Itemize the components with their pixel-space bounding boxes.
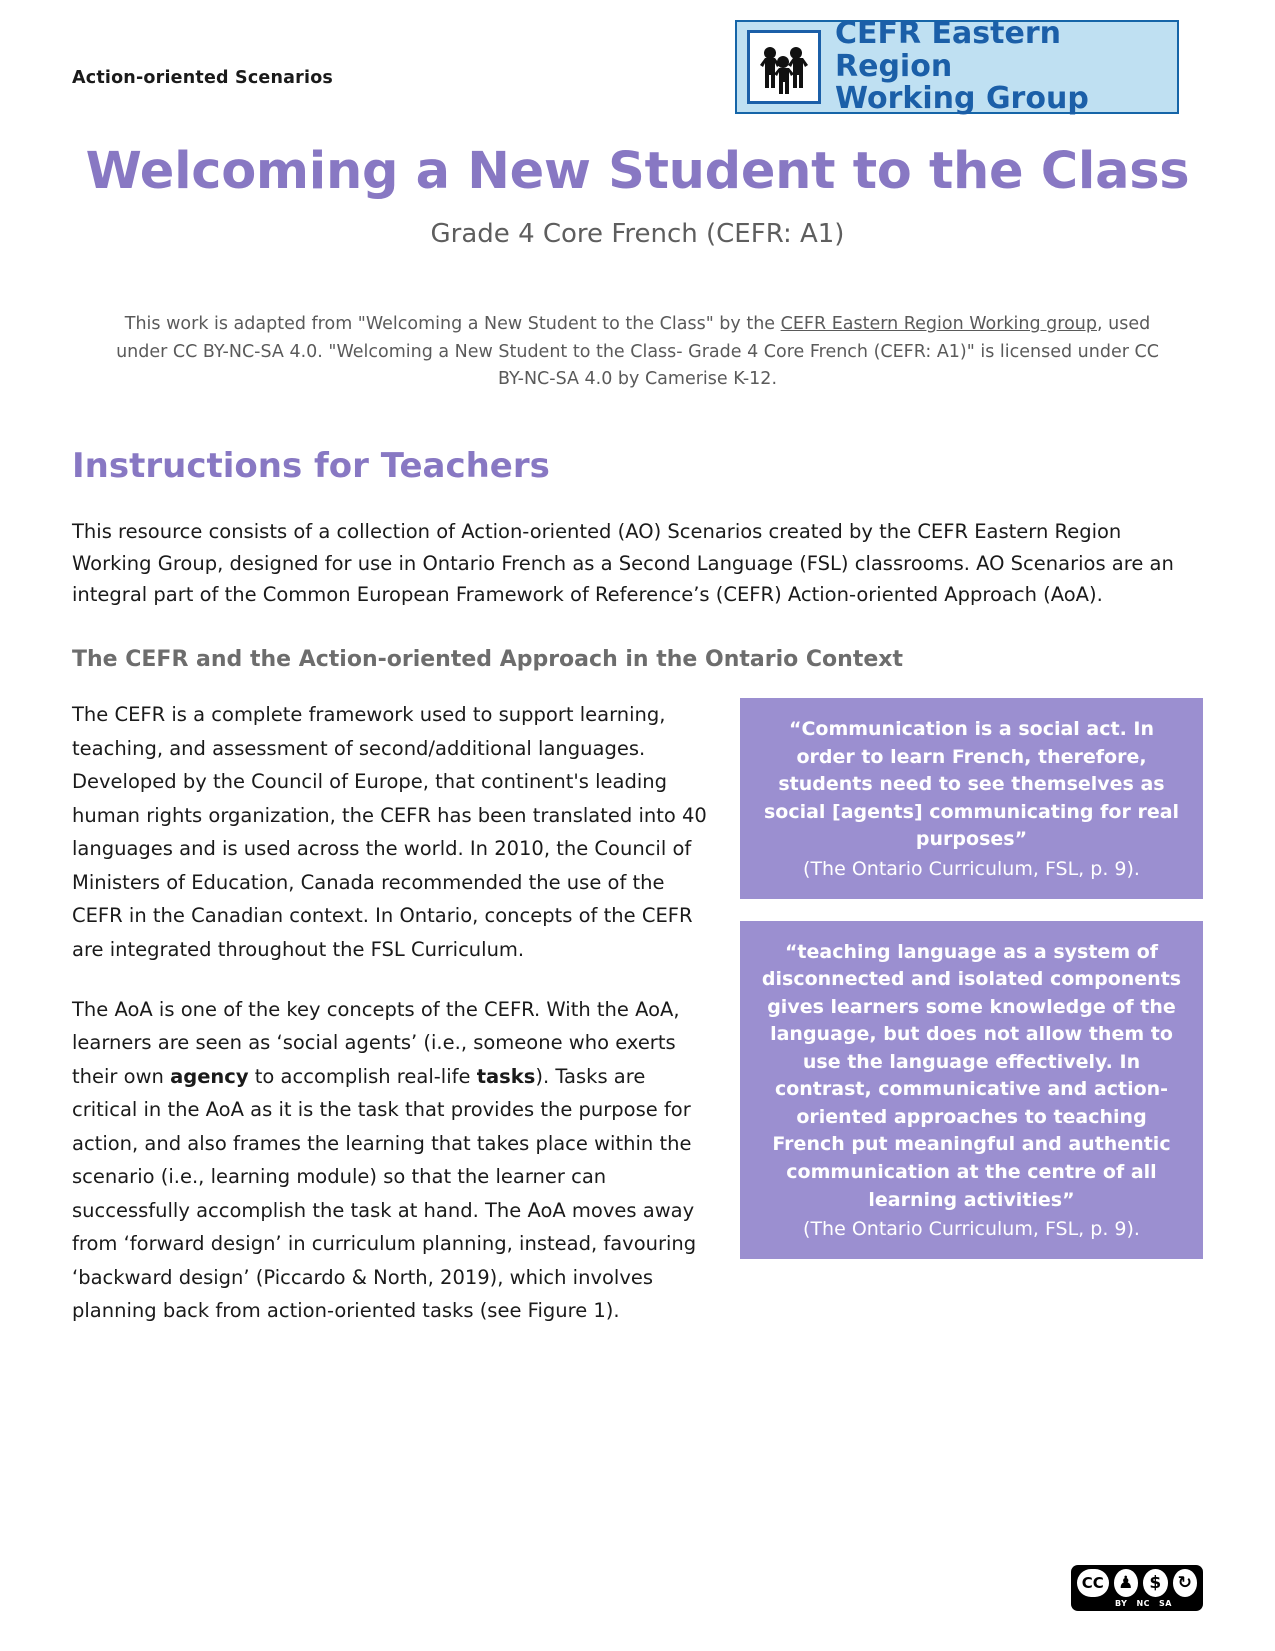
cc-nc-icon: $ [1143, 1569, 1168, 1597]
paragraph-cefr-overview: The CEFR is a complete framework used to support learning, teaching, and assessment of second/additional languages. Developed by the Council of Europe, that continent's leading human rights organization, the CEFR has been translated into 40 languages and is used across the world. In 2010, the Council of Ministers of Education, Canada recommended the use of the CEFR in the Canadian context. In Ontario, concepts of the CEFR are integrated throughout the FSL Curriculum. [72, 703, 707, 961]
logo-line-2: Working Group [835, 81, 1089, 117]
attribution-text-end: , used under CC BY-NC-SA 4.0. "Welcoming a New Student to the Class- Grade 4 Core French (CEFR: A1)" is licensed under CC BY-NC-SA 4.0 by Camerise K-12. [116, 314, 1159, 390]
pull-quote-2-text: “teaching language as a system of disconnected and isolated components gives learners some knowledge of the language, but does not allow them to use the language effectively. In contrast, communicative and action-oriented approaches to teaching French put meaningful and authentic communication at the centre of all learning activities” [761, 940, 1182, 1211]
logo-line-1: CEFR Eastern Region [835, 16, 1061, 84]
aoa-text-1: The AoA is one of the key concepts of the CEFR. With the AoA, learners are seen as ‘social agents’ (i.e., someone who exerts their own [72, 997, 680, 1088]
logo-text [835, 18, 1177, 115]
aoa-text-2: to accomplish real-life [248, 1064, 477, 1088]
cefr-logo [735, 16, 1179, 117]
paragraph-aoa-overview [72, 993, 712, 1328]
cc-logo-icon: CC [1077, 1569, 1109, 1597]
attribution-text-start: This work is adapted from "Welcoming a New Student to the Class" by the [124, 314, 781, 334]
attribution-statement [103, 311, 1173, 394]
attribution-link[interactable]: CEFR Eastern Region Working group [780, 314, 1097, 334]
aoa-text-3: ). Tasks are critical in the AoA as it is the task that provides the purpose for action, and also frames the learning that takes place within the scenario (i.e., learning module) so that the learner can successfully accomplish the task at hand. The AoA moves away from ‘forward design’ in curriculum planning, instead, favouring ‘backward design’ (Piccardo & North, 2019), which involves planning back from action-oriented tasks (see Figure 1). [72, 1064, 697, 1323]
page-subtitle: Grade 4 Core French (CEFR: A1) [430, 219, 845, 249]
creative-commons-badge[interactable] [1071, 1565, 1203, 1611]
aoa-term-agency: agency [170, 1064, 249, 1088]
cc-label-row [1077, 1599, 1197, 1608]
pull-quote-2-citation: (The Ontario Curriculum, FSL, p. 9). [803, 1218, 1140, 1241]
people-raising-hands-icon [747, 30, 821, 104]
cc-label-by: BY [1115, 1598, 1128, 1608]
cc-sa-icon: ↻ [1173, 1569, 1198, 1597]
main-text-column [72, 698, 712, 1354]
page-title: Welcoming a New Student to the Class [85, 142, 1190, 201]
cc-icon-row [1077, 1569, 1197, 1597]
cc-by-icon: ♟ [1114, 1569, 1139, 1597]
page-header [72, 0, 1203, 120]
pull-quote-1-text: “Communication is a social act. In order to learn French, therefore, students need to see themselves as social [agents] communicating for real purposes” [763, 718, 1180, 851]
pull-quote-1 [740, 698, 1203, 898]
pull-quote-column [740, 698, 1203, 1354]
content-columns [72, 698, 1203, 1354]
section-intro-paragraph: This resource consists of a collection of Action-oriented (AO) Scenarios created by the CEFR Eastern Region Working Group, designed for use in Ontario French as a Second Language (FSL) classrooms. AO Scenarios are an integral part of the Common European Framework of Reference’s (CEFR) Action-oriented Approach (AoA). [72, 519, 1174, 607]
pull-quote-1-citation: (The Ontario Curriculum, FSL, p. 9). [803, 858, 1140, 880]
subsection-title: The CEFR and the Action-oriented Approach in the Ontario Context [72, 647, 903, 673]
section-title: Instructions for Teachers [72, 445, 550, 486]
cc-label-nc: NC [1136, 1598, 1151, 1608]
cc-label-sa: SA [1159, 1598, 1172, 1608]
pull-quote-2 [740, 921, 1203, 1259]
running-head: Action-oriented Scenarios [72, 68, 334, 88]
aoa-term-tasks: tasks [476, 1064, 536, 1088]
